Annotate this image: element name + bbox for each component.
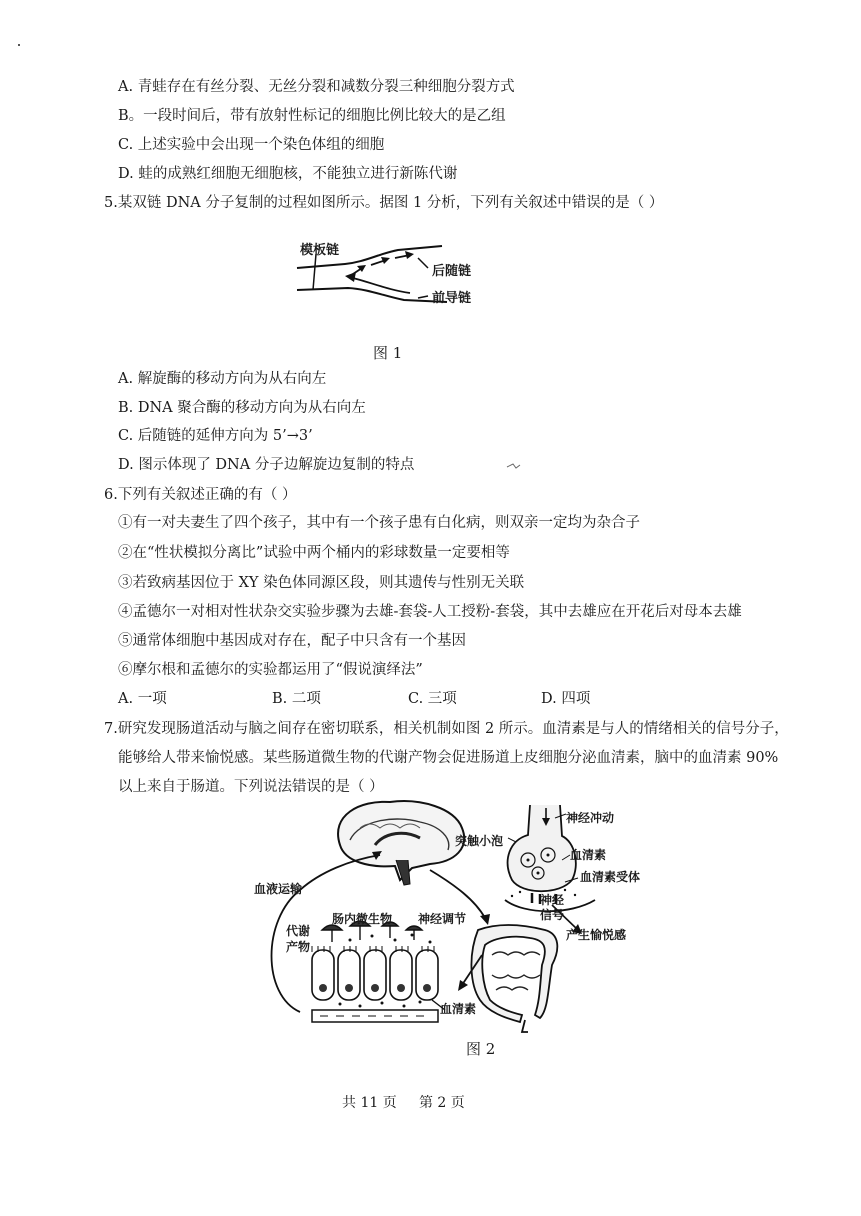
label-serotonin-gut: 血清素 [440,1002,477,1016]
label-pleasure: 产生愉悦感 [566,928,627,942]
q5-option-a: A. 解旋酶的移动方向为从右向左 [118,371,327,387]
q4-option-d: D. 蛙的成熟红细胞无细胞核，不能独立进行新陈代谢 [118,166,458,182]
figure-2-caption: 图 2 [466,1040,496,1058]
q4-option-c: C. 上述实验中会出现一个染色体组的细胞 [118,137,385,153]
q6-option-d: D. 四项 [541,691,591,707]
label-gut-microbes: 肠内微生物 [332,912,393,926]
q7-stem-line-1: 7.研究发现肠道活动与脑之间存在密切联系，相关机制如图 2 所示。血清素是与人的情绪相关的信号分子， [104,721,789,737]
q7-stem-line-2: 能够给人带来愉悦感。某些肠道微生物的代谢产物会促进肠道上皮细胞分泌血清素，脑中的血清素 90% [118,750,779,766]
q4-option-b: B。一段时间后，带有放射性标记的细胞比例比较大的是乙组 [118,108,506,124]
q6-option-c: C. 三项 [408,691,457,707]
figure-1-caption: 图 1 [373,344,403,362]
label-neural-regulation: 神经调节 [418,912,467,926]
q6-stem: 6.下列有关叙述正确的有（ ） [104,487,297,503]
q6-item-5: ⑤通常体细胞中基因成对存在，配子中只含有一个基因 [118,633,466,649]
label-lagging-strand: 后随链 [432,264,472,279]
q6-option-b: B. 二项 [272,691,321,707]
q6-item-1: ①有一对夫妻生了四个孩子，其中有一个孩子患有白化病，则双亲一定均为杂合子 [118,515,640,531]
q5-stem: 5.某双链 DNA 分子复制的过程如图所示。据图 1 分析，下列有关叙述中错误的是（ ） [104,195,664,211]
label-serotonin-synapse: 血清素 [570,848,607,862]
q4-option-a: A. 青蛙存在有丝分裂、无丝分裂和减数分裂三种细胞分裂方式 [118,79,515,95]
colon-icon [471,925,557,1032]
q5-option-c: C. 后随链的延伸方向为 5’→3’ [118,428,313,444]
q6-item-2: ②在“性状模拟分离比”试验中两个桶内的彩球数量一定要相等 [118,545,510,561]
q5-option-b: B. DNA 聚合酶的移动方向为从右向左 [118,400,366,416]
page-footer: 共 11 页 第 2 页 [342,1095,465,1111]
label-template-strand: 模板链 [300,243,340,258]
intestinal-villi [312,934,438,1023]
q7-stem-line-3: 以上来自于肠道。下列说法错误的是（ ） [118,779,384,795]
q5-option-d: D. 图示体现了 DNA 分子边解旋边复制的特点 [118,457,415,473]
label-metabolite-2: 产物 [286,940,311,954]
q6-item-6: ⑥摩尔根和孟德尔的实验都运用了“假说演绎法” [118,662,423,678]
label-serotonin-receptor: 血清素受体 [580,870,641,884]
q6-option-a: A. 一项 [118,691,167,707]
label-synaptic-vesicle: 突触小泡 [455,834,504,848]
label-nerve-signal-2: 信号 [540,908,565,922]
q6-item-4: ④孟德尔一对相对性状杂交实验步骤为去雄-套袋-人工授粉-套袋，其中去雄应在开花后对母本去雄 [118,604,742,620]
label-leading-strand: 前导链 [432,291,472,306]
brain-icon [338,801,464,885]
q6-item-3: ③若致病基因位于 XY 染色体同源区段，则其遗传与性别无关联 [118,575,525,591]
label-nerve-impulse: 神经冲动 [566,811,615,825]
label-metabolite-1: 代谢 [286,924,311,938]
label-blood-transport: 血液运输 [254,882,303,896]
label-nerve-signal-1: 神经 [540,893,565,907]
